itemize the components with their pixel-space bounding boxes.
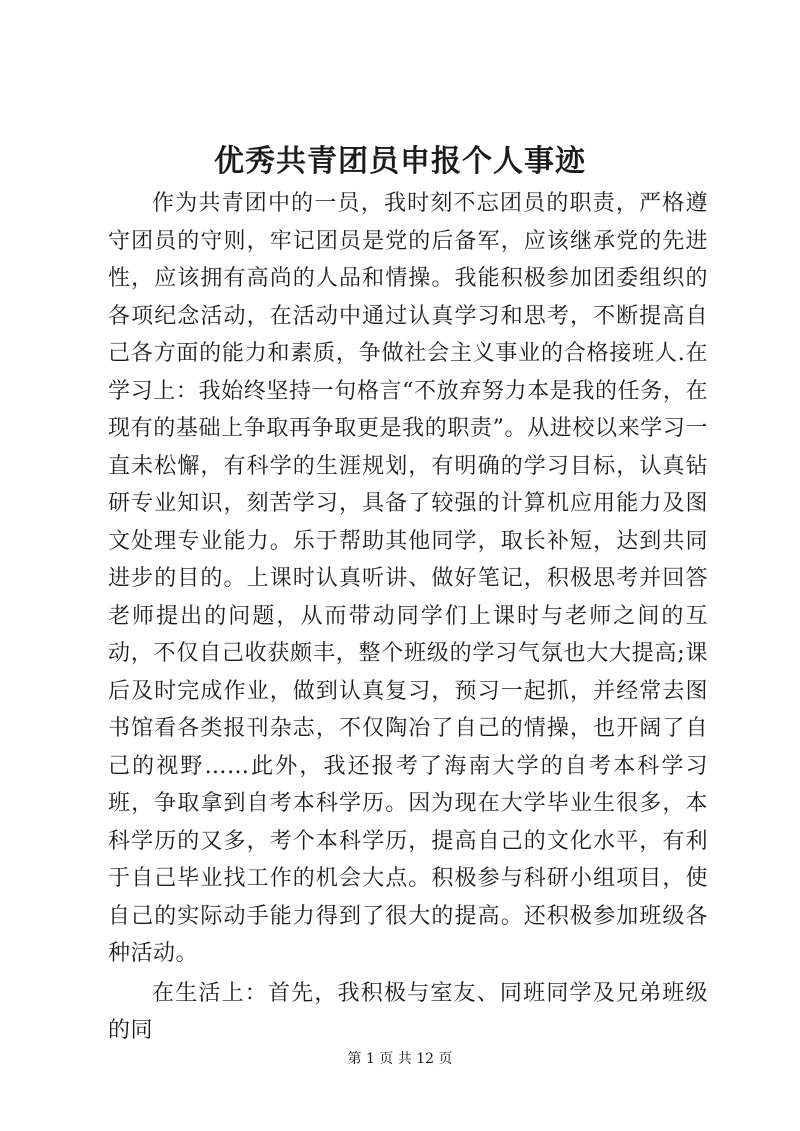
paragraph-study: 作为共青团中的一员，我时刻不忘团员的职责，严格遵守团员的守则，牢记团员是党的后备军，应该继承党的先进性，应该拥有高尚的人品和情操。我能积极参加团委组织的各项纪念活动，在活动中通过认真学习和思考，不断提高自己各方面的能力和素质，争做社会主义事业的合格接班人.在学习上：我始终坚持一句格言“不放弃努力本是我的任务，在现有的基础上争取再争取更是我的职责”。从进校以来学习一直未松懈，有科学的生涯规划，有明确的学习目标，认真钻研专业知识，刻苦学习，具备了较强的计算机应用能力及图文处理专业能力。乐于帮助其他同学，取长补短，达到共同进步的目的。上课时认真听讲、做好笔记，积极思考并回答老师提出的问题，从而带动同学们上课时与老师之间的互动，不仅自己收获颇丰，整个班级的学习气氛也大大提高;课后及时完成作业，做到认真复习，预习一起抓，并经常去图书馆看各类报刊杂志，不仅陶冶了自己的情操，也开阔了自己的视野……此外，我还报考了海南大学的自考本科学习班，争取拿到自考本科学历。因为现在大学毕业生很多，本科学历的又多，考个本科学历，提高自己的文化水平，有利于自己毕业找工作的机会大点。积极参与科研小组项目，使自己的实际动手能力得到了很大的提高。还积极参加班级各种活动。 (108, 191, 708, 966)
page-footer: 第 1 页 共 12 页 (347, 1051, 453, 1067)
document-title: 优秀共青团员申报个人事迹 (214, 144, 586, 179)
document-body (108, 185, 708, 1050)
paragraph-life: 在生活上：首先，我积极与室友、同班同学及兄弟班级的同 (108, 980, 708, 1043)
